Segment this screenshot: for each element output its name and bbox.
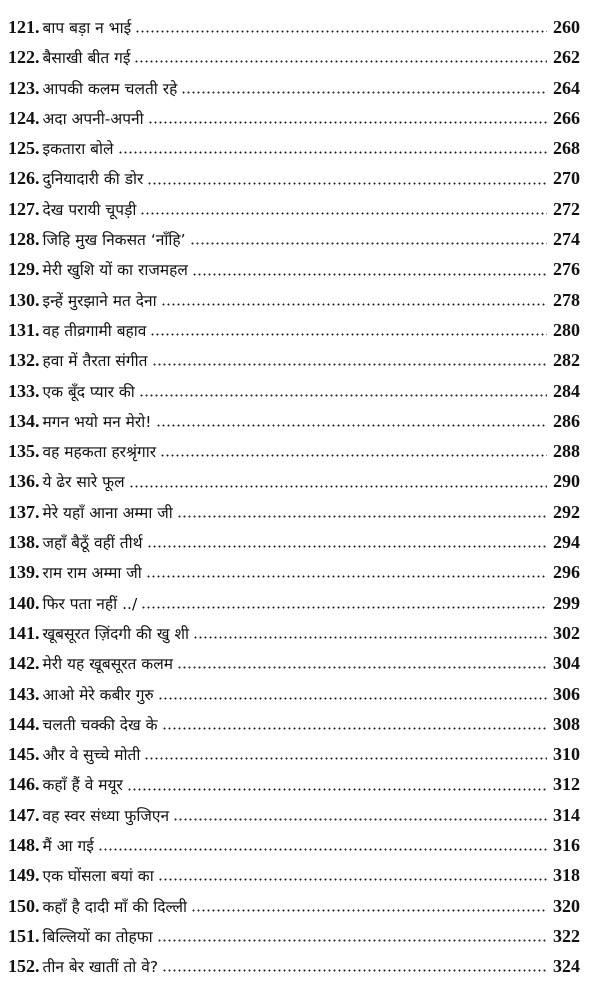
- page-number: 324: [553, 956, 580, 977]
- page-number: 299: [553, 592, 580, 613]
- toc-entry: [8, 709, 580, 739]
- dot-leader: [162, 969, 547, 972]
- entry-title: बिल्लियों का तोहफा: [42, 927, 153, 946]
- entry-number: 138.: [8, 532, 40, 553]
- entry-number: 133.: [8, 380, 40, 401]
- entry-number: 140.: [8, 592, 40, 613]
- toc-entry: [8, 406, 580, 436]
- toc-entry: [8, 254, 580, 284]
- toc-entry: [8, 376, 580, 406]
- dot-leader: [129, 485, 547, 488]
- entry-title: कहाँ है दादी माँ की दिल्ली: [42, 897, 187, 916]
- entry-title: हवा में तैरता संगीत: [42, 352, 148, 371]
- entry-number: 147.: [8, 804, 40, 825]
- entry-title: मेरी यह खूबसूरत कलम: [42, 655, 173, 674]
- toc-entry: [8, 194, 580, 224]
- page-number: 306: [553, 683, 580, 704]
- dot-leader: [158, 878, 547, 881]
- dot-leader: [135, 30, 547, 33]
- entry-number: 122.: [8, 47, 40, 68]
- toc-entry: [8, 345, 580, 375]
- entry-number: 126.: [8, 168, 40, 189]
- entry-number: 151.: [8, 925, 40, 946]
- entry-title: देख परायी चूपड़ी: [42, 200, 137, 219]
- page-number: 312: [553, 774, 580, 795]
- page-number: 262: [553, 47, 580, 68]
- page-number: 276: [553, 259, 580, 280]
- toc-entry: [8, 12, 580, 42]
- entry-number: 139.: [8, 562, 40, 583]
- page-number: 292: [553, 501, 580, 522]
- page-number: 260: [553, 17, 580, 37]
- dot-leader: [127, 788, 547, 791]
- page-number: 320: [553, 895, 580, 916]
- page-number: 294: [553, 532, 580, 553]
- entry-number: 141.: [8, 622, 40, 643]
- entry-number: 129.: [8, 259, 40, 280]
- entry-title: एक घोंसला बयां का: [42, 867, 154, 886]
- dot-leader: [98, 848, 547, 851]
- page-number: 304: [553, 653, 580, 674]
- toc-entry: [8, 497, 580, 527]
- entry-number: 146.: [8, 774, 40, 795]
- toc-entry: [8, 769, 580, 799]
- entry-title: फिर पता नहीं ../: [42, 594, 138, 613]
- toc-entry: [8, 921, 580, 951]
- entry-title: बाप बड़ा न भाई: [42, 19, 132, 37]
- dot-leader: [193, 636, 547, 639]
- entry-number: 137.: [8, 501, 40, 522]
- dot-leader: [118, 151, 547, 154]
- dot-leader: [162, 727, 547, 730]
- page-number: 322: [553, 925, 580, 946]
- toc-entry: [8, 224, 580, 254]
- page-number: 286: [553, 410, 580, 431]
- page-number: 318: [553, 865, 580, 886]
- toc-entry: [8, 648, 580, 678]
- dot-leader: [157, 939, 547, 942]
- toc-entry: [8, 830, 580, 860]
- entry-number: 149.: [8, 865, 40, 886]
- page-number: 268: [553, 138, 580, 159]
- toc-entry: [8, 103, 580, 133]
- page-number: 302: [553, 622, 580, 643]
- dot-leader: [146, 575, 547, 578]
- dot-leader: [150, 333, 547, 336]
- dot-leader: [141, 606, 547, 609]
- entry-title: जहाँ बैठूँ वहीं तीर्थ: [42, 534, 143, 553]
- dot-leader: [158, 697, 547, 700]
- dot-leader: [191, 909, 547, 912]
- toc-entry: [8, 800, 580, 830]
- entry-title: चलती चक्की देख के: [42, 715, 158, 734]
- page-number: 270: [553, 168, 580, 189]
- entry-number: 132.: [8, 350, 40, 371]
- entry-number: 130.: [8, 289, 40, 310]
- entry-title: वह स्वर संध्या फुजिएन: [42, 806, 170, 825]
- toc-entry: [8, 679, 580, 709]
- table-of-contents: [8, 12, 580, 982]
- toc-entry: [8, 891, 580, 921]
- entry-number: 127.: [8, 198, 40, 219]
- page-number: 264: [553, 77, 580, 98]
- toc-entry: [8, 860, 580, 890]
- dot-leader: [156, 424, 548, 427]
- entry-title: तीन बेर खातीं तो वे?: [42, 958, 159, 977]
- dot-leader: [161, 303, 547, 306]
- toc-entry: [8, 588, 580, 618]
- entry-title: इकतारा बोले: [42, 140, 114, 159]
- entry-number: 123.: [8, 77, 40, 98]
- entry-title: एक बूँद प्यार की: [42, 382, 135, 401]
- entry-title: मैं आ गई: [42, 837, 94, 856]
- page-number: 310: [553, 744, 580, 765]
- entry-number: 121.: [8, 17, 40, 37]
- page-number: 282: [553, 350, 580, 371]
- page-number: 280: [553, 319, 580, 340]
- entry-number: 128.: [8, 229, 40, 250]
- entry-title: मेरे यहाँ आना अम्मा जी: [42, 503, 173, 522]
- entry-title: मेरी खुशि यों का राजमहल: [42, 261, 188, 280]
- toc-entry: [8, 73, 580, 103]
- dot-leader: [173, 818, 547, 821]
- page-number: 274: [553, 229, 580, 250]
- toc-entry: [8, 951, 580, 981]
- page-number: 284: [553, 380, 580, 401]
- dot-leader: [177, 666, 547, 669]
- page-number: 316: [553, 835, 580, 856]
- entry-number: 134.: [8, 410, 40, 431]
- entry-title: जिहि मुख निकसत ‘नाँहि’: [42, 231, 186, 250]
- entry-number: 125.: [8, 138, 40, 159]
- page-number: 288: [553, 441, 580, 462]
- entry-title: आओ मेरे कबीर गुरु: [42, 685, 154, 704]
- dot-leader: [192, 273, 547, 276]
- toc-entry: [8, 436, 580, 466]
- toc-entry: [8, 315, 580, 345]
- entry-title: आपकी कलम चलती रहे: [42, 79, 178, 98]
- entry-title: इन्हें मुरझाने मत देना: [42, 291, 157, 310]
- dot-leader: [181, 91, 547, 94]
- dot-leader: [139, 394, 547, 397]
- dot-leader: [160, 454, 547, 457]
- page-number: 272: [553, 198, 580, 219]
- entry-number: 131.: [8, 319, 40, 340]
- entry-number: 135.: [8, 441, 40, 462]
- entry-title: मगन भयो मन मेरो!: [42, 412, 152, 431]
- dot-leader: [147, 182, 547, 185]
- toc-entry: [8, 163, 580, 193]
- dot-leader: [148, 121, 547, 124]
- entry-number: 152.: [8, 956, 40, 977]
- entry-number: 145.: [8, 744, 40, 765]
- toc-entry: [8, 42, 580, 72]
- page-number: 290: [553, 471, 580, 492]
- page-number: 278: [553, 289, 580, 310]
- entry-title: अदा अपनी-अपनी: [42, 109, 144, 128]
- page-number: 308: [553, 713, 580, 734]
- dot-leader: [147, 545, 547, 548]
- toc-entry: [8, 527, 580, 557]
- entry-number: 136.: [8, 471, 40, 492]
- toc-entry: [8, 618, 580, 648]
- dot-leader: [177, 515, 547, 518]
- entry-title: वह महकता हरश्रृंगार: [42, 443, 157, 462]
- entry-title: दुनियादारी की डोर: [42, 170, 144, 189]
- entry-number: 148.: [8, 835, 40, 856]
- entry-number: 143.: [8, 683, 40, 704]
- toc-entry: [8, 739, 580, 769]
- entry-number: 150.: [8, 895, 40, 916]
- toc-entry: [8, 285, 580, 315]
- entry-title: कहाँ हैं वे मयूर: [42, 776, 123, 795]
- dot-leader: [134, 60, 547, 63]
- toc-entry: [8, 466, 580, 496]
- entry-number: 144.: [8, 713, 40, 734]
- entry-title: खूबसूरत ज़िंदगी की खु शी: [42, 624, 190, 643]
- page-number: 296: [553, 562, 580, 583]
- page-number: 314: [553, 804, 580, 825]
- toc-entry: [8, 133, 580, 163]
- entry-title: और वे सुच्चे मोती: [42, 746, 141, 765]
- entry-title: बैसाखी बीत गई: [42, 49, 131, 68]
- entry-title: वह तीव्रगामी बहाव: [42, 321, 147, 340]
- entry-title: ये ढेर सारे फूल: [42, 473, 125, 492]
- dot-leader: [152, 363, 548, 366]
- page-number: 266: [553, 107, 580, 128]
- entry-number: 142.: [8, 653, 40, 674]
- toc-entry: [8, 557, 580, 587]
- entry-number: 124.: [8, 107, 40, 128]
- dot-leader: [144, 757, 547, 760]
- dot-leader: [190, 242, 547, 245]
- entry-title: राम राम अम्मा जी: [42, 564, 142, 583]
- dot-leader: [140, 212, 547, 215]
